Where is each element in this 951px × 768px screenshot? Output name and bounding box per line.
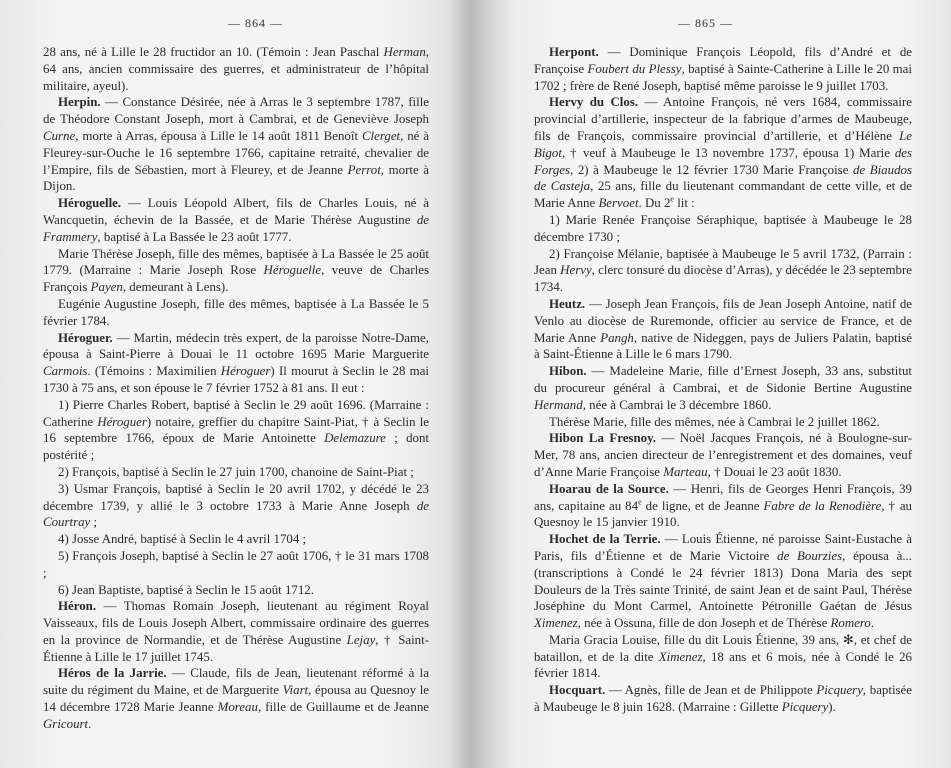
text-run: , native de Nideggen, pays de Juliers Palatin, baptisé à Saint-Étienne à Lille le 6 mars 1790. <box>534 330 912 362</box>
text-run: — Claude, fils de Jean, lieutenant réformé à la suite du régiment du Maine, et de Marguerite <box>43 666 429 698</box>
italic-name: Moreau <box>217 700 258 715</box>
text-run: 4) Josse André, baptisé à Seclin le 4 avril 1704 ; <box>58 532 307 547</box>
italic-name: des Forges <box>534 145 912 177</box>
text-run: lit : <box>673 196 695 211</box>
text-run: , baptisé à La Bassée le 23 août 1777. <box>97 229 292 244</box>
text-run: Thérèse Marie, fille des mêmes, née à Cambrai le 2 juillet 1862. <box>549 414 880 429</box>
entry-headword: Herpont. <box>549 45 599 59</box>
text-run: , demeurant à Lens). <box>122 280 229 295</box>
italic-name: Curne <box>43 128 76 143</box>
text-run: , née à Cambrai le 3 décembre 1860. <box>582 397 772 412</box>
entry-paragraph <box>43 330 429 397</box>
text-run: , morte à Arras, épousa à Lille le 14 août 1811 Benoît <box>75 128 362 143</box>
italic-name: Héroguelle <box>263 263 322 278</box>
list-item <box>43 464 429 481</box>
right-page <box>478 0 951 768</box>
text-run: . <box>88 716 92 731</box>
page-number: — 865 — <box>678 16 733 30</box>
text-run: , né à Fleurey-sur-Ouche le 16 septembre 1766, capitaine retraité, chevalier de l’Empire, fils de Sébastien, mort à Fleurey, et de Jeanne <box>43 128 430 177</box>
entry-paragraph <box>534 94 912 212</box>
text-run: , née à Ossuna, fille de don Joseph et de Thérèse <box>577 616 831 631</box>
italic-name: Carmois <box>43 364 88 379</box>
text-run: 28 ans, né à Lille le 28 fructidor an 10. (Témoin : Jean Paschal <box>43 45 384 59</box>
text-run: — Agnès, fille de Jean et de Philippote <box>605 683 817 698</box>
text-run: ) Il mourut à Seclin le 28 mai 1730 à 75 ans, et son épouse le 7 février 1752 à 81 ans. Il eut : <box>43 364 429 395</box>
italic-name: Viart <box>282 683 309 698</box>
superscript: e <box>638 497 642 507</box>
italic-name: Fabre de la Renodière <box>763 498 882 513</box>
text-run: ; dont postérité ; <box>43 431 429 463</box>
text-run: , 18 ans et 6 mois, née à Condé le 26 février 1814. <box>534 649 912 681</box>
text-run: , clerc tonsuré du diocèse d’Arras), y décédée le 23 septembre 1734. <box>534 263 912 295</box>
entry-paragraph <box>43 94 429 195</box>
text-run: — Joseph Jean François, fils de Jean Joseph Antoine, natif de Venlo au diocèse de Ruremonde, officier au service de France, et de Marie Anne <box>534 296 912 345</box>
text-run: , † au Quesnoy le 15 janvier 1910. <box>534 498 913 530</box>
italic-name: Foubert du Plessy <box>587 61 682 76</box>
entry-paragraph <box>43 598 429 665</box>
entry-headword: Héroguelle. <box>58 196 122 211</box>
page-text <box>43 44 429 733</box>
italic-name: Héroguer <box>97 414 147 429</box>
text-run: , 25 ans, fille du lieutenant commandant de cette ville, et de Marie Anne <box>534 179 912 211</box>
text-run: , baptisée à Maubeuge le 8 juin 1628. (Marraine : Gillette <box>534 683 912 715</box>
italic-name: Picquery <box>781 700 829 715</box>
superscript: e <box>670 194 674 204</box>
list-item <box>43 531 429 548</box>
text-run: , † Saint-Étienne à Lille le 17 juillet 1745. <box>43 632 429 664</box>
italic-name: de Biaudos de Casteja <box>534 162 912 194</box>
entry-paragraph <box>534 44 912 94</box>
entry-headword: Hibon. <box>549 364 587 379</box>
entry-paragraph <box>43 44 429 94</box>
text-run: de ligne, et de Jeanne <box>641 498 764 513</box>
entry-paragraph <box>43 296 429 330</box>
italic-name: Picquery <box>816 683 863 698</box>
text-run: , morte à Dijon. <box>43 162 429 194</box>
text-run: 2) Françoise Mélanie, baptisée à Maubeuge le 5 avril 1732, (Parrain : Jean <box>534 246 912 278</box>
entry-paragraph <box>534 430 912 480</box>
italic-name: Bervoet <box>598 196 639 211</box>
italic-name: Pangh <box>600 330 634 345</box>
italic-name: Hermand <box>534 397 583 412</box>
entry-paragraph <box>43 195 429 245</box>
entry-headword: Heutz. <box>549 296 586 311</box>
text-run: 6) Jean Baptiste, baptisé à Seclin le 15 août 1712. <box>58 582 314 597</box>
text-run: , 64 ans, ancien commissaire des guerres, et administrateur de l’hôpital militaire, ayeul). <box>43 45 429 93</box>
italic-name: Perrot <box>347 162 381 177</box>
italic-name: de Bourzies <box>777 548 843 563</box>
entry-paragraph <box>534 531 912 632</box>
entry-paragraph <box>534 414 912 431</box>
italic-name: Marteau <box>663 464 708 479</box>
left-page <box>0 0 470 768</box>
list-item <box>534 246 912 296</box>
entry-paragraph <box>534 363 912 413</box>
text-run: , 2) à Maubeuge le 12 février 1730 Marie Françoise <box>570 162 853 177</box>
text-run: ; <box>90 515 98 530</box>
entry-headword: Hoarau de la Source. <box>549 481 669 496</box>
text-run: — Noël Jacques François, né à Boulogne-sur-Mer, 78 ans, ancien directeur de l’enregistrement et des domaines, veuf d’Anne Marie Françoise <box>534 431 912 479</box>
italic-name: Le Bigot <box>534 128 912 160</box>
list-item <box>534 212 912 246</box>
text-run: , épousa au Quesnoy le 14 décembre 1728 Marie Jeanne <box>43 683 429 715</box>
text-run: , épousa à... (transcriptions à Condé le 24 février 1813) Dona Maria des sept Douleurs de la Très sainte Trinité, de saint Jean et de saint Paul, Thérèse Joséphine du Mont Carmel, Antoinette Pétronille Gaétan de Jésus <box>534 548 912 614</box>
entry-headword: Hocquart. <box>549 683 606 698</box>
text-run: Maria Gracia Louise, fille du dit Louis Étienne, 39 ans, ✻, et chef de bataillon, et de la dite <box>534 632 912 664</box>
text-run: 2) François, baptisé à Seclin le 27 juin 1700, chanoine de Saint-Piat ; <box>58 464 414 479</box>
page-text <box>534 44 912 716</box>
text-run: — Madeleine Marie, fille d’Ernest Joseph, 33 ans, substitut du procureur général à Cambrai, et de Sidonie Bertine Augustine <box>534 364 912 395</box>
list-item <box>43 548 429 582</box>
entry-paragraph <box>43 246 429 296</box>
text-run: . Du 2 <box>638 196 671 211</box>
italic-name: Hervy <box>560 263 592 278</box>
italic-name: Ximenez <box>658 649 703 664</box>
text-run: . (Témoins : Maximilien <box>87 364 221 379</box>
entry-headword: Héron. <box>58 599 97 614</box>
text-run: — Dominique François Léopold, fils d’André et de Françoise <box>534 45 912 76</box>
text-run: — Martin, médecin très expert, de la paroisse Notre-Dame, épousa à Saint-Pierre à Douai le 11 octobre 1695 Marie Marguerite <box>43 330 429 362</box>
text-run: 1) Marie Renée Françoise Séraphique, baptisée à Maubeuge le 28 décembre 1730 ; <box>534 212 912 244</box>
entry-paragraph <box>534 682 912 716</box>
entry-paragraph <box>534 296 912 363</box>
entry-paragraph <box>534 481 912 531</box>
text-run: , † veuf à Maubeuge le 13 novembre 1737, épousa 1) Marie <box>561 145 895 160</box>
text-run: , baptisé à Sainte-Catherine à Lille le 20 mai 1702 ; frère de René Joseph, baptisé même paroisse le 9 juillet 1703. <box>534 61 912 93</box>
entry-paragraph <box>43 665 429 732</box>
text-run: , veuve de Charles François <box>43 263 429 295</box>
italic-name: de Courtray <box>43 498 429 530</box>
italic-name: Romero <box>830 616 871 631</box>
list-item <box>43 397 429 464</box>
entry-headword: Héros de la Jarrie. <box>58 666 167 681</box>
text-run: , fille de Guillaume et de Jeanne <box>257 700 429 715</box>
entry-paragraph <box>534 632 912 682</box>
text-run: . <box>870 616 875 631</box>
italic-name: Gricourt <box>43 716 89 731</box>
italic-name: Ximenez <box>534 616 578 631</box>
text-run: , † Douai le 23 août 1830. <box>707 464 842 479</box>
italic-name: Delemazure <box>324 431 386 446</box>
entry-headword: Héroguer. <box>58 330 113 345</box>
text-run: ) notaire, greffier du chapitre Saint-Piat, † à Seclin le 16 septembre 1766, époux de Marie Antoinette <box>43 414 430 446</box>
text-run: 5) François Joseph, baptisé à Seclin le 27 août 1706, † le 31 mars 1708 ; <box>43 548 429 580</box>
list-item <box>43 582 429 599</box>
text-run: — Louis Étienne, né paroisse Saint-Eustache à Paris, fils d’Étienne et de Marie Victoire <box>534 532 912 563</box>
text-run: Marie Thérèse Joseph, fille des mêmes, baptisée à La Bassée le 25 août 1779. (Marraine : Marie Joseph Rose <box>43 246 429 278</box>
list-item <box>43 481 429 531</box>
text-run: ). <box>828 700 836 715</box>
italic-name: Héroguer <box>220 364 271 379</box>
text-run: Eugénie Augustine Joseph, fille des mêmes, baptisée à La Bassée le 5 février 1784. <box>43 296 429 328</box>
entry-headword: Hervy du Clos. <box>549 95 639 110</box>
text-run: — Louis Léopold Albert, fils de Charles Louis, né à Wancquetin, échevin de la Bassée, et de Marie Thérèse Augustine <box>43 196 429 227</box>
text-run: 1) Pierre Charles Robert, baptisé à Seclin le 29 août 1696. (Marraine : Catherine <box>43 397 429 429</box>
italic-name: Clerget <box>361 128 401 143</box>
entry-headword: Hibon La Fresnoy. <box>549 431 657 446</box>
page-number: — 864 — <box>228 16 283 30</box>
entry-headword: Hochet de la Terrie. <box>549 532 661 547</box>
text-run: — Constance Désirée, née à Arras le 3 septembre 1787, fille de Théodore Constant Joseph, mort à Cambrai, et de Geneviève Joseph <box>43 95 429 127</box>
italic-name: de Frammery <box>43 212 429 244</box>
italic-name: Payen <box>90 280 123 295</box>
italic-name: Herman <box>383 45 426 59</box>
text-run: — Antoine François, né vers 1684, commissaire provincial d’artillerie, inspecteur de la fabrique d’armes de Maubeuge, fils de François, commissaire provincial d’artillerie, et d’Hélène <box>534 95 912 143</box>
text-run: 3) Usmar François, baptisé à Seclin le 20 avril 1702, y décédé le 23 décembre 1739, y allié le 3 octobre 1733 à Marie Anne Joseph <box>43 481 429 513</box>
text-run: — Thomas Romain Joseph, lieutenant au régiment Royal Vaisseaux, fils de Louis Joseph Albert, commissaire ordinaire des guerres en la province de Normandie, et de Thérèse Augustine <box>43 599 429 647</box>
italic-name: Lejay <box>346 632 376 647</box>
entry-headword: Herpin. <box>58 95 101 110</box>
text-run: — Henri, fils de Georges Henri François, 39 ans, capitaine au 84 <box>534 481 912 513</box>
